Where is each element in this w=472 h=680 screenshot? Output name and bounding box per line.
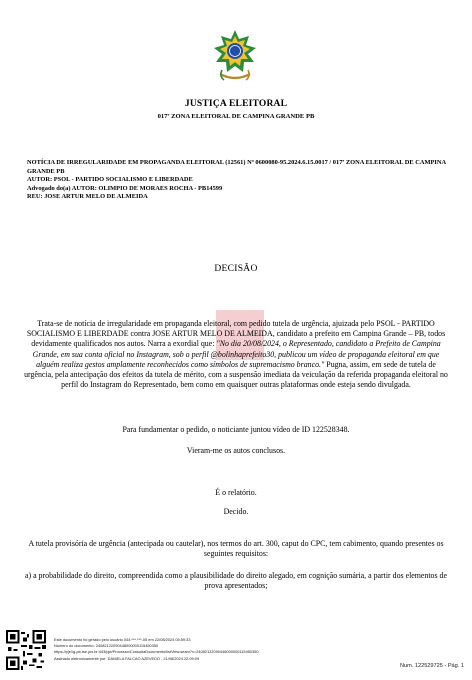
paragraph-conclusos: Vieram-me os autos conclusos. [186,446,286,455]
footer-generated-by: Este documento foi gerado pelo usuário 044.***.***-05 em 22/08/2024 05:59:33 [54,637,191,642]
paragraph-summary-quote: "No dia 20/08/2024, o Representado, candidato a Prefeito de Campina Grande, em sua conta oficial no Instagram, sob o perfil @bolinhaprefeito30, publicou um vídeo de propaganda eleitoral em que alguém realiza gestos amplamente reconhecidos como símbolos de supremacismo branco." [32,339,441,369]
signature-footer [54,637,394,662]
case-advogado: Advogado do(a) AUTOR: OLIMPIO DE MORAES ROCHA - PB14599 [27,184,223,192]
paragraph-requisito-a: a) a probabilidade do direito, compreendida como a plausibilidade do direito alegado, em cognição sumária, a partir dos elementos de prova apresentados; [24,571,447,591]
paragraph-summary-request: Pugna, assim, em sede de tutela de urgência, pela antecipação dos efeitos da tutela de mérito, com a suspensão imediata da veiculação da referida propaganda eleitoral no perfil do Instagram do Representado, bem como em quaisquer outras plataformas onde esteja sendo divulgada. [24,359,448,390]
paragraph-decido: Decido. [223,507,249,516]
paragraph-summary-intro: Trata-se de notícia de irregularidade em propaganda eleitoral, com pedido tutela de urgência, ajuizada pelo PSOL - PARTIDO SOCIALISMO E LIBERDADE contra JOSE ARTUR MELO DE ALMEIDA, candidato a prefeito em Campina Grande – PB, todos devidamente qualificados nos autos. Narra a exordial que: [26,319,446,349]
paragraph-evidence: Para fundamentar o pedido, o noticiante juntou vídeo de ID 122528348. [122,425,350,434]
paragraph-summary [24,319,448,390]
case-number-line: NOTÍCIA DE IRREGULARIDADE EM PROPAGANDA ELEITORAL (12561) Nº 0600080-95.2024.6.15.0017 / 017ª ZONA ELEITORAL DE CAMPINA GRANDE PB [27,159,446,175]
court-subtitle: 017ª ZONA ELEITORAL DE CAMPINA GRANDE PB [157,113,315,120]
page-number: Num. 122529725 - Pág. 1 [399,663,464,669]
paragraph-relatorio: É o relatório. [215,488,257,497]
case-autor: AUTOR: PSOL - PARTIDO SOCIALISMO E LIBERDADE [27,176,193,184]
paragraph-tutela: A tutela provisória de urgência (antecipada ou cautelar), nos termos do art. 300, caput do CPC, tem cabimento, quando presentes os seguintes requisitos: [28,539,444,559]
qr-code-icon [6,630,46,670]
case-reu: REU: JOSE ARTUR MELO DE ALMEIDA [27,193,148,201]
case-header [27,159,447,202]
court-title: JUSTIÇA ELEITORAL [184,99,288,109]
footer-document-url[interactable]: https://pje1g-pb.tse.jus.br:443/pje/Processo/ConsultaDocumento/listView.seam?x=24082122090448000000115450350 [54,649,259,655]
coat-of-arms-icon [210,28,260,84]
document-type-heading: DECISÃO [214,264,258,274]
footer-signed-by: Assinado eletronicamente por: DANIELA FALCAO AZEVEDO - 21/08/2024 22:09:09 [54,655,200,661]
footer-document-number: Número do documento: 24082122090448000000115450350 [54,643,159,649]
